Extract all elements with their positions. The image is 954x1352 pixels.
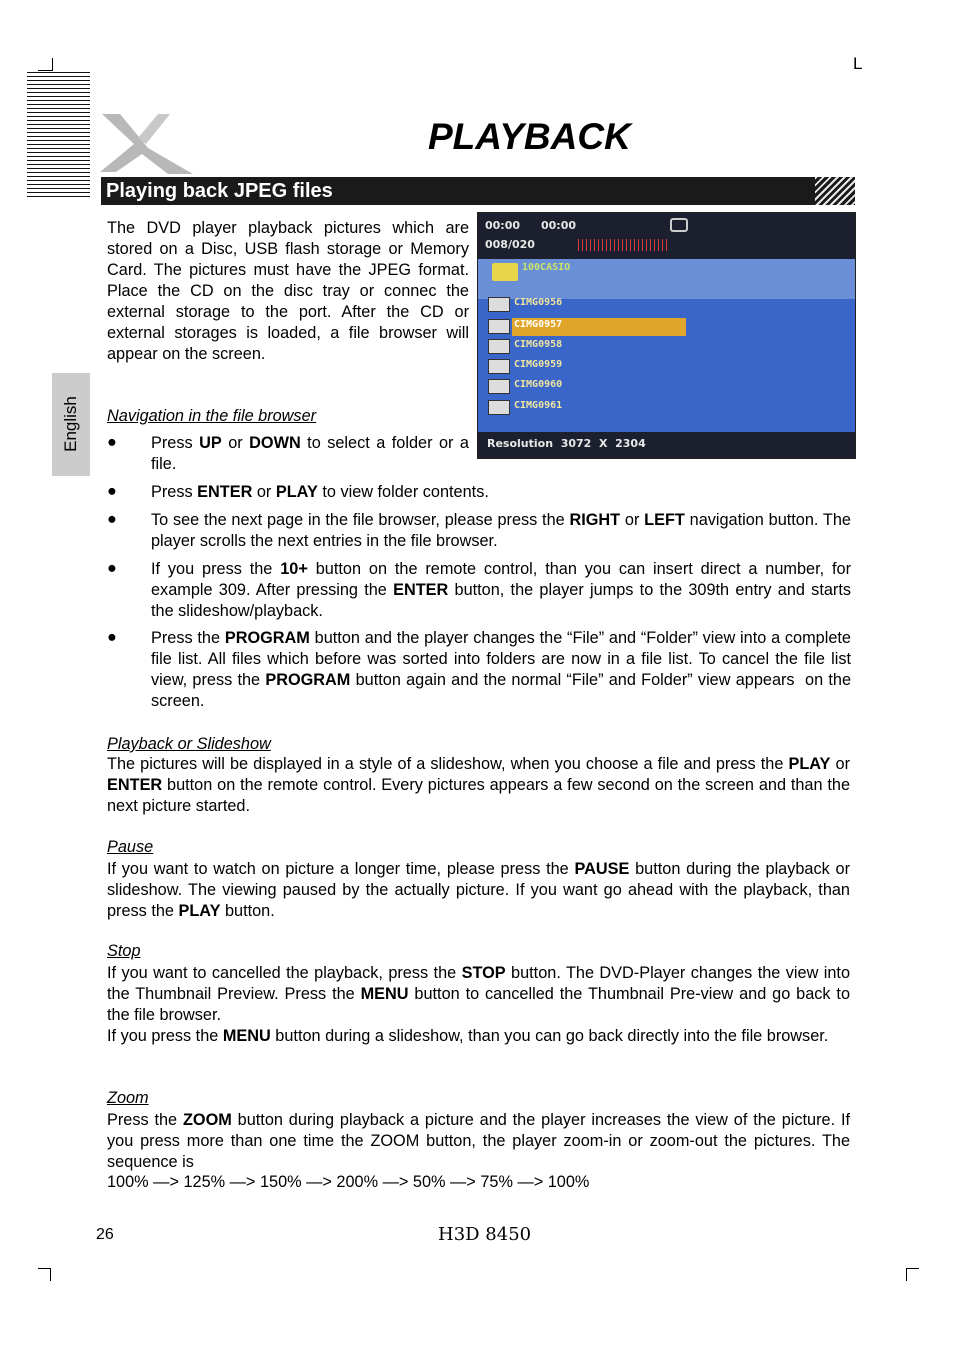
file-name: CIMG0959 [514, 359, 563, 370]
crop-mark-top-left [38, 58, 53, 71]
nav-bullet-4: If you press the 10+ button on the remote control, than you can insert direct a number, for example 309. After pressing the ENTER button, the player jumps to the 309th entry and starts the slideshow/playback. [151, 560, 852, 620]
language-label: English [61, 396, 80, 452]
camera-icon [488, 319, 510, 334]
file-name: CIMG0960 [514, 379, 563, 390]
folder-icon [492, 263, 518, 281]
section-bar-pattern [815, 177, 855, 205]
zoom-paragraph: Press the ZOOM button during playback a picture and the player increases the view of the picture. If you press more than one time the ZOOM button, the player zoom-in or zoom-out the pictures. The sequence is [107, 1111, 850, 1171]
brand-logo [98, 108, 198, 178]
model-name: H3D 8450 [438, 1224, 532, 1245]
file-counter: 008/020 [485, 238, 535, 251]
file-item [488, 399, 688, 417]
file-item [488, 338, 688, 356]
file-item [488, 296, 688, 314]
bullet-dot: ● [107, 628, 117, 646]
intro-paragraph: The DVD player playback pictures which are stored on a Disc, USB flash storage or Memory Card. The pictures must have the JPEG format. Place the CD on the disc tray or connec the external storage to the port. After the CD or external storages is loaded, a file browser will appear on the screen. [107, 219, 469, 363]
stop-heading: Stop [107, 942, 141, 960]
bullet-dot: ● [107, 482, 117, 500]
language-tab [52, 373, 90, 476]
folder-name: 100CASIO [522, 262, 571, 273]
nav-bullet-3: To see the next page in the file browser, please press the RIGHT or LEFT navigation button. The player scrolls the next entries in the file browser. [151, 511, 851, 550]
decorative-stripes [27, 72, 90, 200]
bullet-dot: ● [107, 433, 117, 451]
resolution-label: Resolution 3072 X 2304 [487, 437, 646, 450]
navigation-heading: Navigation in the file browser [107, 407, 317, 425]
bullet-dot: ● [107, 559, 117, 577]
file-name: CIMG0956 [514, 297, 563, 308]
zoom-heading: Zoom [107, 1089, 149, 1107]
file-browser-screenshot [477, 212, 856, 459]
stop-icon [670, 218, 688, 232]
file-name: CIMG0957 [514, 319, 563, 330]
camera-icon [488, 339, 510, 354]
playback-heading: Playback or Slideshow [107, 735, 271, 753]
playback-paragraph: The pictures will be displayed in a style of a slideshow, when you choose a file and press the PLAY or ENTER button on the remote control. Every pictures appears a few second on the screen and than the next picture started. [107, 755, 850, 815]
camera-icon [488, 359, 510, 374]
nav-bullet-5: Press the PROGRAM button and the player changes the “File” and “Folder” view into a complete file list. All files which before was sorted into folders are now in a file list. To cancel the file list view, press the PROGRAM button again and the normal “File” and Folder” view appears on the screen. [151, 629, 852, 710]
status-bar [478, 213, 855, 259]
crop-mark-bottom-left [38, 1268, 51, 1281]
camera-icon [488, 297, 510, 312]
camera-icon [488, 400, 510, 415]
time-elapsed: 00:00 [485, 219, 521, 232]
crop-mark-bottom-right [906, 1268, 919, 1281]
file-name: CIMG0958 [514, 339, 563, 350]
volume-bars [578, 239, 668, 251]
nav-bullet-1: Press UP or DOWN to select a folder or a file. [151, 434, 469, 473]
section-title: Playing back JPEG files [106, 180, 333, 202]
file-item [488, 358, 688, 376]
file-item-selected [488, 318, 688, 336]
corner-letter: L [853, 54, 863, 73]
nav-bullet-2: Press ENTER or PLAY to view folder contents. [151, 483, 489, 501]
camera-icon [488, 379, 510, 394]
bullet-dot: ● [107, 510, 117, 528]
stop-paragraph: If you want to cancelled the playback, press the STOP button. The DVD-Player changes the view into the Thumbnail Preview. Press the MENU button to cancelled the Thumbnail Pre-view and go back to the file browser. If you press the MENU button during a slideshow, than you can go back directly into the file browser. [107, 964, 850, 1045]
pause-heading: Pause [107, 838, 154, 856]
file-item [488, 378, 688, 396]
pause-paragraph: If you want to watch on picture a longer time, please press the PAUSE button during the playback or slideshow. The viewing paused by the actually picture. If you want go ahead with the playback, than press the PLAY button. [107, 860, 850, 920]
section-header [101, 177, 855, 205]
file-name: CIMG0961 [514, 400, 563, 411]
page-number: 26 [96, 1226, 114, 1243]
page-title: PLAYBACK [428, 116, 631, 157]
time-total: 00:00 [541, 219, 577, 232]
zoom-sequence: 100% —> 125% —> 150% —> 200% —> 50% —> 75% —> 100% [107, 1173, 590, 1191]
